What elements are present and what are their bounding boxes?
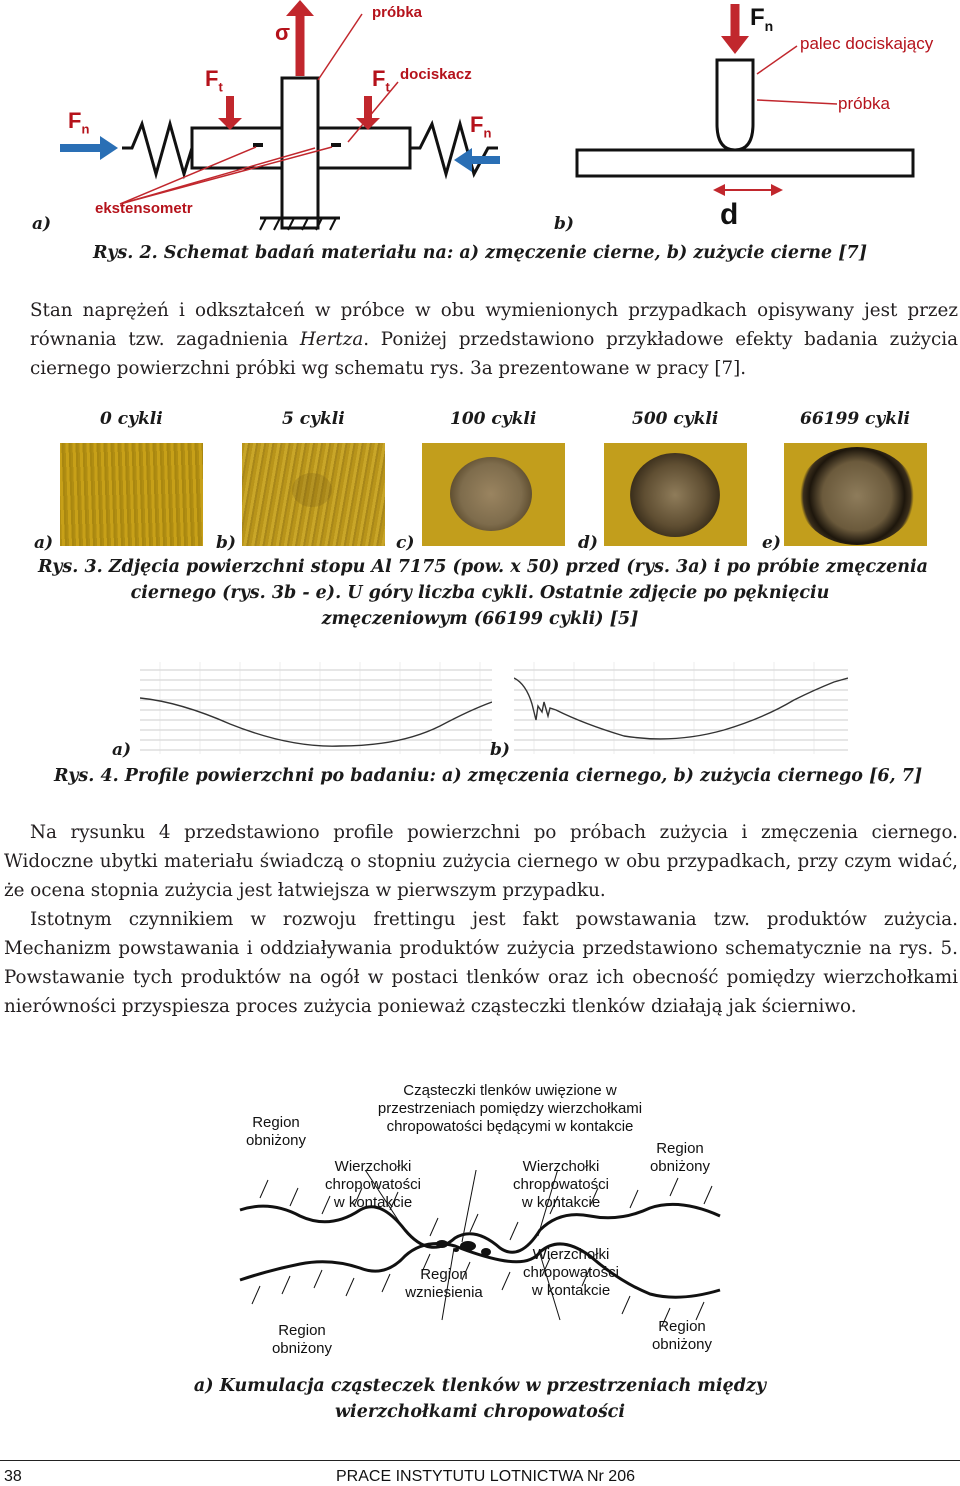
paragraph-discussion-2: Istotnym czynnikiem w rozwoju frettingu jest fakt powstawania tzw. produktów zużycia. Mechanizm powstawania i oddziaływania produktów zużycia przedstawiono schematycznie na rys. 5. Powstawanie tych produktów na ogół w postaci tlenków oraz ich obecność pomiędzy wierzchołkami nierówności przyspiesza proces zużycia ponieważ cząsteczki tlenków działają jak ścierniwo.: [4, 909, 958, 1017]
label-region-obnizony-bl: Region obniżony: [271, 1322, 333, 1357]
fig3-sublabel-c: c): [396, 533, 415, 553]
figure-2: [0, 0, 960, 270]
fig3-header-1: 5 cykli: [282, 409, 345, 429]
fig3-sublabel-d: d): [578, 533, 598, 553]
fig2-sublabel-b: b): [554, 214, 574, 234]
label-fn-left: $F_n$: [68, 108, 90, 137]
fig5-caption-line2: wierzchołkami chropowatości: [334, 1402, 625, 1422]
label-asperities-2: Wierzchołki chropowatości w kontakcie: [513, 1158, 609, 1211]
label-probka-a: próbka: [372, 4, 423, 21]
paragraph-discussion-1: Na rysunku 4 przedstawiono profile powierzchni po próbach zużycia i zmęczenia ciernego. Widoczne ubytki materiału świadczą o stopniu zużycia ciernego w obu przypadkach, przy czym widać, że ocena stopnia zużycia jest łatwiejsza w pierwszym przypadku.: [4, 822, 958, 901]
fig4-caption: Rys. 4. Profile powierzchni po badaniu: a) zmęczenia ciernego, b) zużycia ciernego [6, 7]: [54, 766, 923, 786]
fig2-sublabel-a: a): [32, 214, 52, 234]
label-fn-b: $F_n$: [750, 4, 774, 34]
fig5-caption-line1: a) Kumulacja cząsteczek tlenków w przestrzeniach między: [193, 1376, 767, 1396]
fig3-sublabel-b: b): [216, 533, 236, 553]
label-dociskacz: dociskacz: [400, 66, 472, 83]
fig3-caption-line2: ciernego (rys. 3b - e). U góry liczba cykli. Ostatnie zdjęcie po pęknięciu: [130, 583, 830, 603]
label-ft-right: $F_t$: [372, 66, 390, 95]
label-region-obnizony-tl: Region obniżony: [245, 1114, 307, 1149]
profile-chart-b: [514, 662, 848, 754]
fig3-header-2: 100 cykli: [450, 409, 537, 429]
journal-name: PRACE INSTYTUTU LOTNICTWA Nr 206: [336, 1468, 635, 1485]
surface-photo-100-cycles: [422, 443, 565, 546]
paragraph-discussion: [4, 818, 958, 1021]
figure-3: [0, 400, 960, 640]
figure-4: [0, 660, 960, 800]
page-number: 38: [4, 1468, 22, 1485]
label-region-wzniesienia: Region wzniesienia: [405, 1266, 483, 1301]
fig2-caption: Rys. 2. Schemat badań materiału na: a) zmęczenie cierne, b) zużycie cierne [7]: [93, 243, 867, 263]
label-region-obnizony-tr: Region obniżony: [649, 1140, 711, 1175]
fig3-sublabel-a: a): [34, 533, 54, 553]
fig3-header-4: 66199 cykli: [800, 409, 910, 429]
label-trapped-oxides: Cząsteczki tlenków uwięzione w przestrzeniach pomiędzy wierzchołkami chropowatości będącymi w kontakcie: [377, 1082, 643, 1135]
label-fn-right: $F_n$: [470, 112, 492, 141]
paragraph-intro: Stan naprężeń i odkształceń w próbce w obu wymienionych przypadkach opisywany jest przez równania tzw. zagadnienia Hertza. Poniżej przedstawiono przykładowe efekty badania zużycia ciernego powierzchni próbki wg schematu rys. 3a prezentowane w pracy [7].: [30, 300, 958, 379]
profile-chart-a: [140, 662, 492, 754]
label-probka-b: próbka: [838, 94, 890, 113]
surface-photo-5-cycles: [242, 443, 385, 546]
fig3-header-0: 0 cykli: [100, 409, 163, 429]
label-asperities-3: Wierzchołki chropowatości w kontakcie: [523, 1246, 619, 1299]
label-ekstensometr: ekstensometr: [95, 200, 193, 217]
label-sigma: σ: [275, 20, 291, 45]
fig4-sublabel-a: a): [112, 740, 132, 760]
surface-photo-500-cycles: [604, 443, 747, 546]
fig3-caption-line1: Rys. 3. Zdjęcia powierzchni stopu Al 7175 (pow. x 50) przed (rys. 3a) i po próbie zmęczenia: [38, 557, 928, 577]
fig3-caption-line3: zmęczeniowym (66199 cykli) [5]: [321, 609, 639, 629]
label-ft-left: $F_t$: [205, 66, 223, 95]
surface-photo-0-cycles: [60, 443, 203, 546]
fig3-header-3: 500 cykli: [632, 409, 719, 429]
footer-rule: [0, 1460, 960, 1461]
label-region-obnizony-br: Region obniżony: [651, 1318, 713, 1353]
surface-photo-66199-cycles: [784, 443, 927, 546]
label-palec-dociskajacy: palec dociskający: [800, 34, 934, 53]
fig4-sublabel-b: b): [490, 740, 510, 760]
label-d: d: [720, 198, 739, 231]
fig3-sublabel-e: e): [762, 533, 781, 553]
label-asperities-1: Wierzchołki chropowatości w kontakcie: [325, 1158, 421, 1211]
figure-5: [0, 1070, 960, 1430]
